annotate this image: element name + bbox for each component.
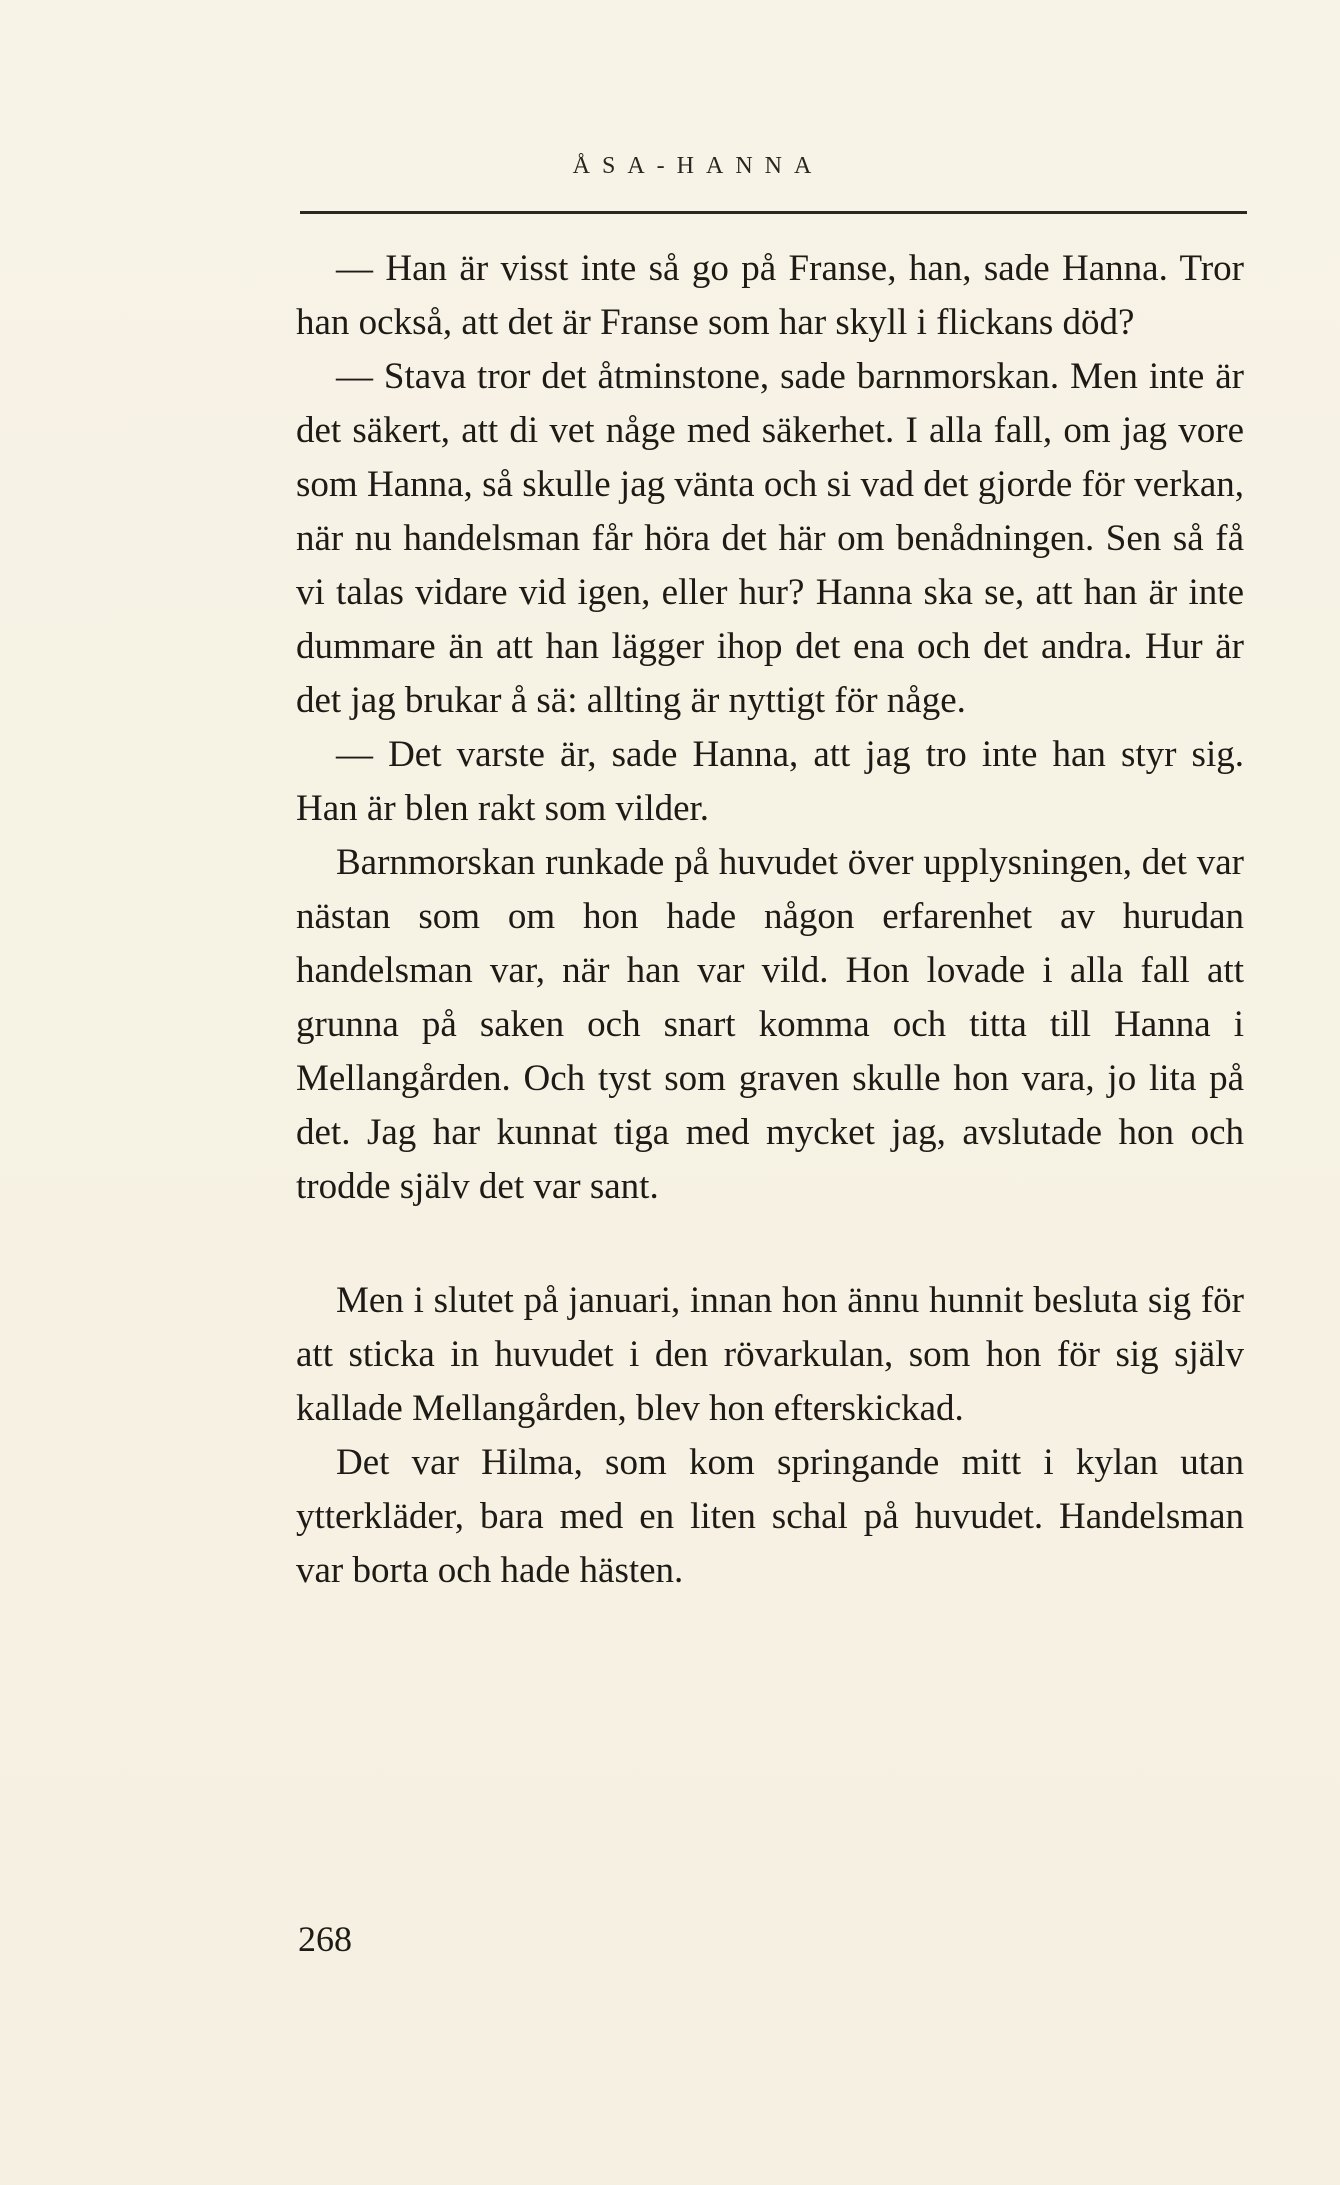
- paragraph-2: — Stava tror det åtminstone, sade barnmorskan. Men inte är det säkert, att di vet någe med säkerhet. I alla fall, om jag vore som Hanna, så skulle jag vänta och si vad det gjorde för verkan, när nu handelsman får höra det här om benådningen. Sen så få vi talas vidare vid igen, eller hur? Hanna ska se, att han är inte dummare än att han lägger ihop det ena och det andra. Hur är det jag brukar å sä: allting är nyttigt för någe.: [296, 356, 1244, 721]
- page-number: 268: [298, 1919, 352, 1959]
- paragraph-3: — Det varste är, sade Hanna, att jag tro inte han styr sig. Han är blen rakt som vilder.: [296, 734, 1244, 829]
- paragraph-5: Men i slutet på januari, innan hon ännu hunnit besluta sig för att sticka in huvudet i den rövarkulan, som hon för sig själv kallade Mellangården, blev hon efterskickad.: [296, 1280, 1244, 1429]
- body-text: [296, 242, 1244, 1598]
- paragraph-4: Barnmorskan runkade på huvudet över upplysningen, det var nästan som om hon hade någon erfarenhet av hurudan handelsman var, när han var vild. Hon lovade i alla fall att grunna på saken och snart komma och titta till Hanna i Mellangården. Och tyst som graven skulle hon vara, jo lita på det. Jag har kunnat tiga med mycket jag, avslutade hon och trodde själv det var sant.: [296, 842, 1244, 1207]
- running-head: ÅSA-HANNA: [572, 153, 824, 179]
- paragraph-1: — Han är visst inte så go på Franse, han, sade Hanna. Tror han också, att det är Franse som har skyll i flickans död?: [296, 248, 1244, 343]
- paragraph-6: Det var Hilma, som kom springande mitt i kylan utan ytterkläder, bara med en liten schal på huvudet. Handelsman var borta och hade hästen.: [296, 1442, 1244, 1591]
- header-rule: [300, 211, 1247, 214]
